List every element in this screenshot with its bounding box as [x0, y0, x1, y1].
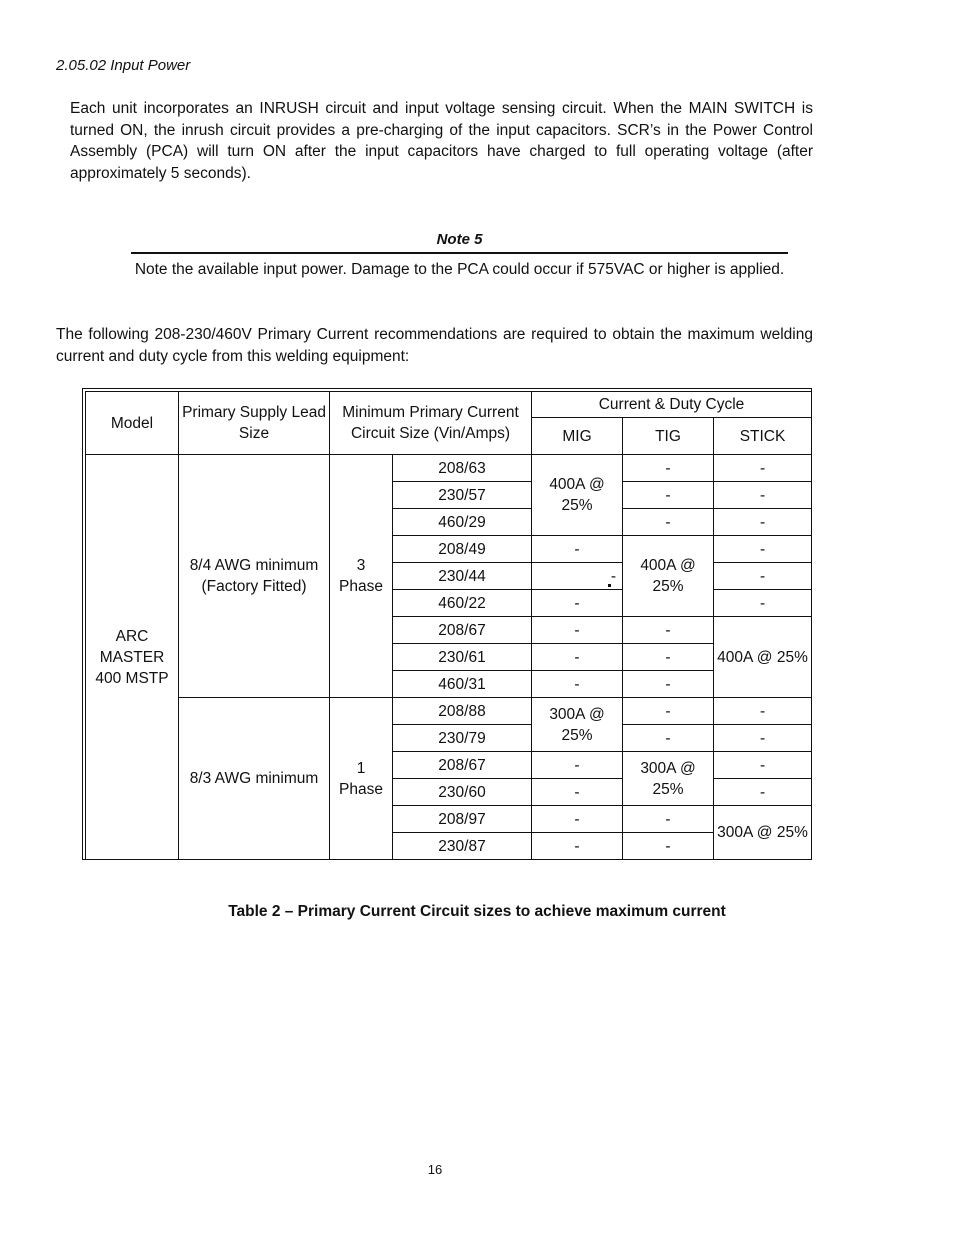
mig-300-line1: 300A @ [549, 705, 605, 723]
lead-size-3phase [179, 455, 330, 698]
stray-mark [608, 584, 611, 587]
mig-dash: - [532, 752, 623, 779]
vin-cell: 460/22 [393, 590, 532, 617]
tig-dash: - [623, 455, 714, 482]
stick-dash: - [714, 725, 812, 752]
tig-dash: - [623, 833, 714, 860]
phase-1-word: Phase [339, 780, 383, 798]
stick-dash: - [714, 590, 812, 617]
phase-3-number: 3 [356, 557, 366, 574]
vin-cell: 460/29 [393, 509, 532, 536]
vin-cell: 230/87 [393, 833, 532, 860]
page-number: 16 [427, 1162, 443, 1177]
tig-dash: - [623, 725, 714, 752]
mig-400-cell [532, 455, 623, 536]
vin-cell: 230/79 [393, 725, 532, 752]
header-mig: MIG [532, 418, 623, 455]
phase-3-cell [330, 455, 393, 698]
note-text: Note the available input power. Damage to the PCA could occur if 575VAC or higher is applied. [134, 261, 785, 278]
stick-dash: - [714, 536, 812, 563]
lead-size-3phase-line2: (Factory Fitted) [201, 578, 307, 595]
tig-dash: - [623, 698, 714, 725]
tig-300-line2: 25% [652, 780, 684, 798]
mig-dash: - [532, 833, 623, 860]
mig-dash: - [532, 671, 623, 698]
stick-dash: - [714, 455, 812, 482]
mig-400-line2: 25% [561, 497, 593, 514]
mig-dash-text: - [610, 567, 617, 585]
mig-400-line1: 400A @ [549, 476, 605, 493]
phase-3-word: Phase [339, 578, 383, 595]
mig-300-cell [532, 698, 623, 752]
stick-dash: - [714, 509, 812, 536]
stick-400-cell: 400A @ 25% [714, 617, 812, 698]
mig-dash: - [532, 590, 623, 617]
mig-dash: - [532, 779, 623, 806]
mig-dash: - [532, 536, 623, 563]
stick-dash: - [714, 752, 812, 779]
tig-300-cell [623, 752, 714, 806]
model-cell: ARC MASTER 400 MSTP [86, 455, 179, 860]
mig-dash: - [532, 806, 623, 833]
header-lead-size: Primary Supply Lead Size [179, 392, 330, 455]
header-circuit-size: Minimum Primary Current Circuit Size (Vin/Amps) [330, 392, 532, 455]
tig-300-line1: 300A @ [640, 759, 696, 777]
tig-dash: - [623, 482, 714, 509]
vin-cell: 208/88 [393, 698, 532, 725]
header-duty-cycle: Current & Duty Cycle [532, 392, 812, 418]
mig-dash: - [532, 617, 623, 644]
vin-cell: 208/67 [393, 752, 532, 779]
vin-cell: 208/67 [393, 617, 532, 644]
tig-400-cell [623, 536, 714, 617]
lead-size-1phase: 8/3 AWG minimum [179, 698, 330, 860]
tig-dash: - [623, 644, 714, 671]
note-title: Note 5 [436, 231, 483, 248]
vin-cell: 230/60 [393, 779, 532, 806]
lead-size-3phase-line1: 8/4 AWG minimum [189, 557, 319, 574]
tig-dash: - [623, 806, 714, 833]
tig-400-line1: 400A @ [640, 557, 696, 574]
vin-cell: 208/97 [393, 806, 532, 833]
mig-dash: - [532, 644, 623, 671]
table-caption: Table 2 – Primary Current Circuit sizes to achieve maximum current [228, 903, 726, 920]
mig-300-line2: 25% [561, 726, 593, 744]
section-heading: 2.05.02 Input Power [56, 57, 191, 74]
header-tig: TIG [623, 418, 714, 455]
vin-cell: 230/57 [393, 482, 532, 509]
tig-dash: - [623, 671, 714, 698]
stick-dash: - [714, 779, 812, 806]
vin-cell: 230/61 [393, 644, 532, 671]
stick-dash: - [714, 698, 812, 725]
stick-dash: - [714, 563, 812, 590]
phase-1-cell [330, 698, 393, 860]
tig-400-line2: 25% [652, 578, 684, 595]
mig-dash-marked [532, 563, 623, 590]
tig-dash: - [623, 617, 714, 644]
tig-dash: - [623, 509, 714, 536]
header-stick: STICK [714, 418, 812, 455]
stick-dash: - [714, 482, 812, 509]
vin-cell: 460/31 [393, 671, 532, 698]
vin-cell: 230/44 [393, 563, 532, 590]
table-intro: The following 208-230/460V Primary Current recommendations are required to obtain the maximum welding current and duty cycle from this welding equipment: [56, 326, 813, 365]
vin-cell: 208/63 [393, 455, 532, 482]
header-model: Model [86, 392, 179, 455]
stick-300-cell: 300A @ 25% [714, 806, 812, 860]
intro-paragraph: Each unit incorporates an INRUSH circuit and input voltage sensing circuit. When the MAIN SWITCH is turned ON, the inrush circuit provides a pre-charging of the input capacitors. SCR’s in the Power Control Assembly (PCA) will turn ON after the input capacitors have charged to full operating voltage (after approximately 5 seconds). [70, 100, 813, 182]
phase-1-number: 1 [356, 759, 366, 777]
note-divider [131, 252, 788, 254]
vin-cell: 208/49 [393, 536, 532, 563]
primary-current-table [82, 388, 812, 860]
